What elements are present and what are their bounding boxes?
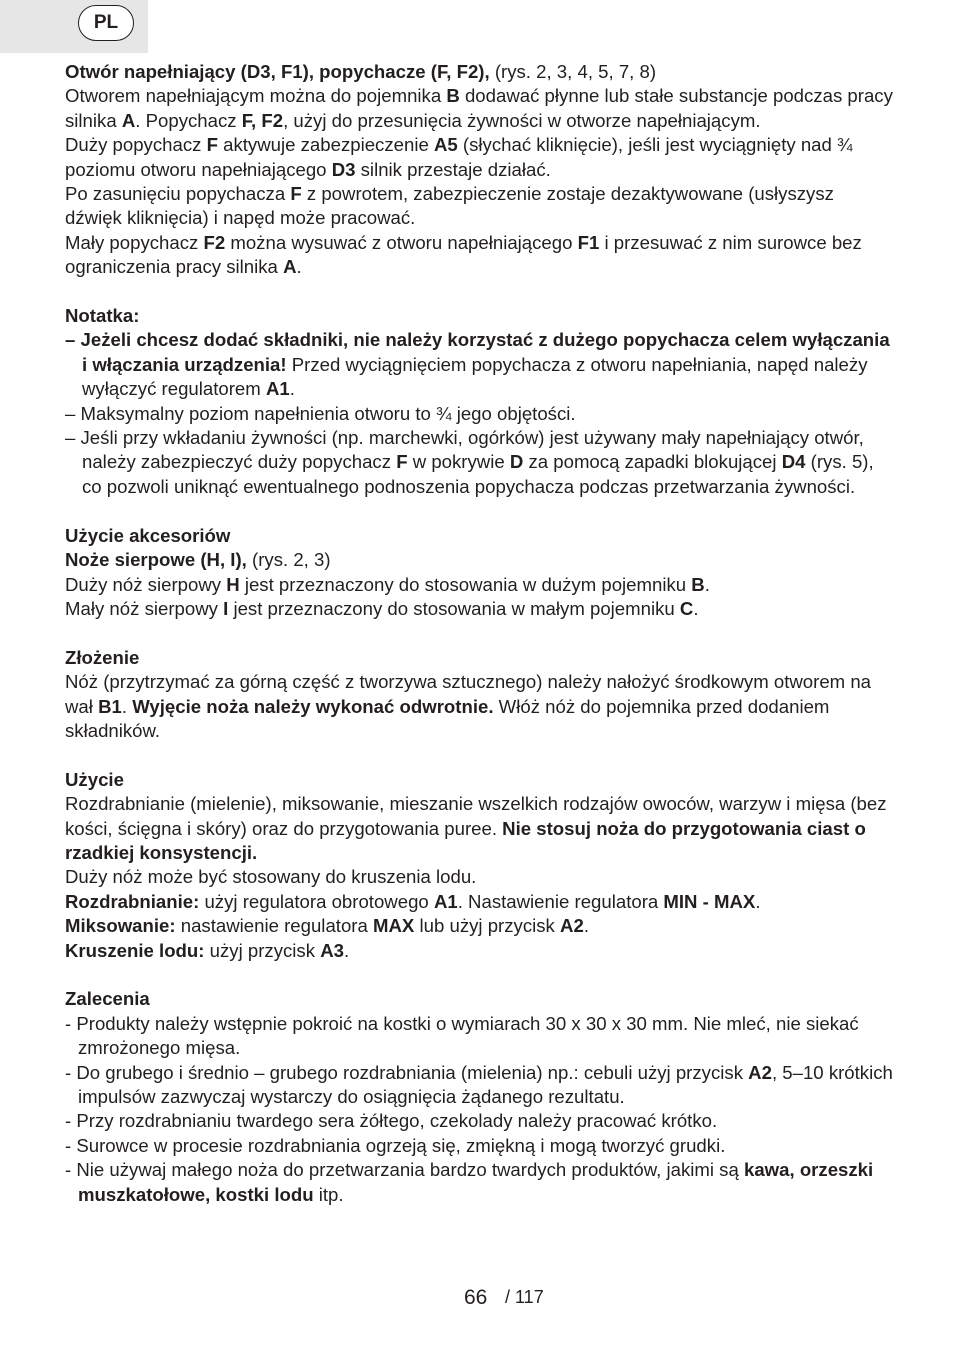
note-item: – Jeżeli chcesz dodać składniki, nie należy korzystać z dużego popychacza celem wyłączania i włączania urządzenia! Przed wyciągnięciem popychacza z otworu napełniania, napęd należy wyłączyć regulatorem A1.: [65, 329, 890, 400]
note-item: – Maksymalny poziom napełnienia otworu to ¾ jego objętości.: [65, 402, 576, 424]
recommendation-item: - Do grubego i średnio – grubego rozdrabniania (mielenia) np.: cebuli użyj przycisk A2, 5–10 krótkich impulsów zazwyczaj wystarczy do osiągnięcia żądanego rezultatu.: [65, 1061, 893, 1107]
section-title: Złożenie: [65, 646, 140, 668]
paragraph: Rozdrabnianie: użyj regulatora obrotowego A1. Nastawienie regulatora MIN - MAX.: [65, 890, 761, 912]
figure-ref: (rys. 2, 3, 4, 5, 7, 8): [489, 61, 657, 82]
recommendation-item: - Przy rozdrabnianiu twardego sera żółtego, czekolady należy pracować krótko.: [65, 1110, 718, 1132]
section-title: Otwór napełniający (D3, F1), popychacze (F, F2),: [65, 61, 490, 82]
recommendation-item: - Produkty należy wstępnie pokroić na kostki o wymiarach 30 x 30 x 30 mm. Nie mleć, nie siekać zmrożonego mięsa.: [65, 1012, 859, 1059]
page-total: / 117: [505, 1287, 544, 1307]
recommendation-item: - Surowce w procesie rozdrabniania ogrzeją się, zmiękną i mogą tworzyć grudki.: [65, 1134, 726, 1156]
section-title: Użycie: [65, 768, 124, 790]
section-title: Zalecenia: [65, 988, 150, 1010]
paragraph: Mały nóż sierpowy I jest przeznaczony do stosowania w małym pojemniku C.: [65, 597, 699, 619]
section-title: Użycie akcesoriów: [65, 524, 231, 546]
section-title: Notatka:: [65, 305, 140, 327]
paragraph: Duży popychacz F aktywuje zabezpieczenie A5 (słychać kliknięcie), jeśli jest wyciągnięty nad ¾ poziomu otworu napełniającego D3 silnik przestaje działać.: [65, 134, 853, 180]
page-content: [65, 60, 895, 1207]
paragraph: Nóż (przytrzymać za górną część z tworzywa sztucznego) należy nałożyć środkowym otworem na wał B1. Wyjęcie noża należy wykonać odwrotnie. Włóż nóż do pojemnika przed dodaniem składników.: [65, 671, 872, 741]
paragraph: Duży nóż sierpowy H jest przeznaczony do stosowania w dużym pojemniku B.: [65, 573, 710, 595]
page-number: 66: [464, 1286, 488, 1309]
section-filling-hole: [65, 60, 895, 84]
paragraph: Miksowanie: nastawienie regulatora MAX lub użyj przycisk A2.: [65, 915, 589, 937]
paragraph: Rozdrabnianie (mielenie), miksowanie, mieszanie wszelkich rodzajów owoców, warzyw i mięsa (bez kości, ścięgna i skóry) oraz do przygotowania puree. Nie stosuj noża do przygotowania ciast o rzadkiej konsystencji.: [65, 793, 887, 863]
subsection-title: Noże sierpowe (H, I), (rys. 2, 3): [65, 549, 331, 571]
note-item: – Jeśli przy wkładaniu żywności (np. marchewki, ogórków) jest używany mały napełniający otwór, należy zabezpieczyć duży popychacz F w pokrywie D za pomocą zapadki blokującej D4 (rys. 5), co pozwoli uniknąć ewentualnego podnoszenia popychacza podczas przetwarzania żywności.: [65, 427, 874, 497]
paragraph: Otworem napełniającym można do pojemnika B dodawać płynne lub stałe substancje podczas pracy silnika A. Popychacz F, F2, użyj do przesunięcia żywności w otworze napełniającym.: [65, 85, 893, 131]
paragraph: Mały popychacz F2 można wysuwać z otworu napełniającego F1 i przesuwać z nim surowce bez ograniczenia pracy silnika A.: [65, 231, 862, 278]
recommendation-item: - Nie używaj małego noża do przetwarzania bardzo twardych produktów, jakimi są kawa, orzeszki muszkatołowe, kostki lodu itp.: [65, 1159, 874, 1205]
paragraph: Kruszenie lodu: użyj przycisk A3.: [65, 939, 350, 961]
language-badge: PL: [78, 5, 134, 41]
paragraph: Duży nóż może być stosowany do kruszenia lodu.: [65, 866, 477, 888]
paragraph: Po zasunięciu popychacza F z powrotem, zabezpieczenie zostaje dezaktywowane (usłyszysz dźwięk kliknięcia) i napęd może pracować.: [65, 183, 834, 229]
language-tab: [0, 0, 148, 53]
